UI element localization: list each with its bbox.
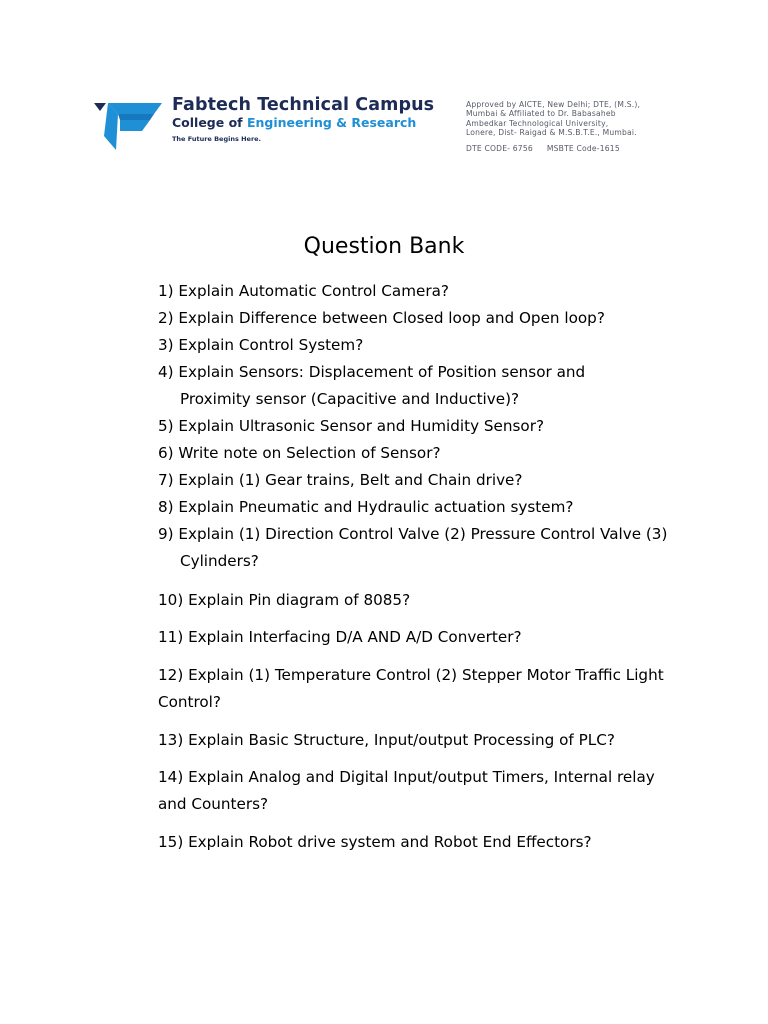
tagline: The Future Begins Here. [172,135,262,143]
question-item: 3) Explain Control System? [158,336,364,354]
question-item: 5) Explain Ultrasonic Sensor and Humidity Sensor? [158,417,545,435]
question-item: 13) Explain Basic Structure, Input/output Processing of PLC? [158,731,615,749]
brand-name: Fabtech Technical Campus [172,95,435,115]
question-item: 14) Explain Analog and Digital Input/output Timers, Internal relay and Counters? [158,768,655,813]
approval-line: Approved by AICTE, New Delhi; DTE, (M.S.), [466,100,641,109]
institution-codes [466,144,620,153]
question-item: 6) Write note on Selection of Sensor? [158,444,441,462]
approval-line: Ambedkar Technological University, [466,118,609,128]
question-item: 1) Explain Automatic Control Camera? [158,282,449,300]
page-title: Question Bank [303,234,465,259]
question-item: 8) Explain Pneumatic and Hydraulic actuation system? [158,498,574,516]
approval-line: Mumbai & Affiliated to Dr. Babasaheb [466,109,616,119]
college-accent: Engineering & Research [246,115,417,130]
question-item: 9) Explain (1) Direction Control Valve (2) Pressure Control Valve (3) Cylinders? [158,525,668,570]
question-item: 15) Explain Robot drive system and Robot End Effectors? [158,833,592,851]
letterhead [94,96,694,156]
msbte-code: MSBTE Code-1615 [546,144,620,153]
college-prefix: College of [172,115,247,130]
dte-code: DTE CODE- 6756 [466,144,533,153]
fabtech-logo-icon [94,100,164,150]
approval-line: Lonere, Dist- Raigad & M.S.B.T.E., Mumbai. [466,128,637,138]
question-item: 4) Explain Sensors: Displacement of Position sensor and Proximity sensor (Capacitive and Inductive)? [158,363,586,408]
question-item: 11) Explain Interfacing D/A AND A/D Converter? [158,628,522,646]
approval-text [466,100,686,138]
question-item: 7) Explain (1) Gear trains, Belt and Chain drive? [158,471,523,489]
question-item: 2) Explain Difference between Closed loop and Open loop? [158,309,605,327]
college-name [172,115,434,130]
question-item: 12) Explain (1) Temperature Control (2) Stepper Motor Traffic Light Control? [158,666,664,711]
brand-block [172,96,434,143]
question-item: 10) Explain Pin diagram of 8085? [158,591,411,609]
